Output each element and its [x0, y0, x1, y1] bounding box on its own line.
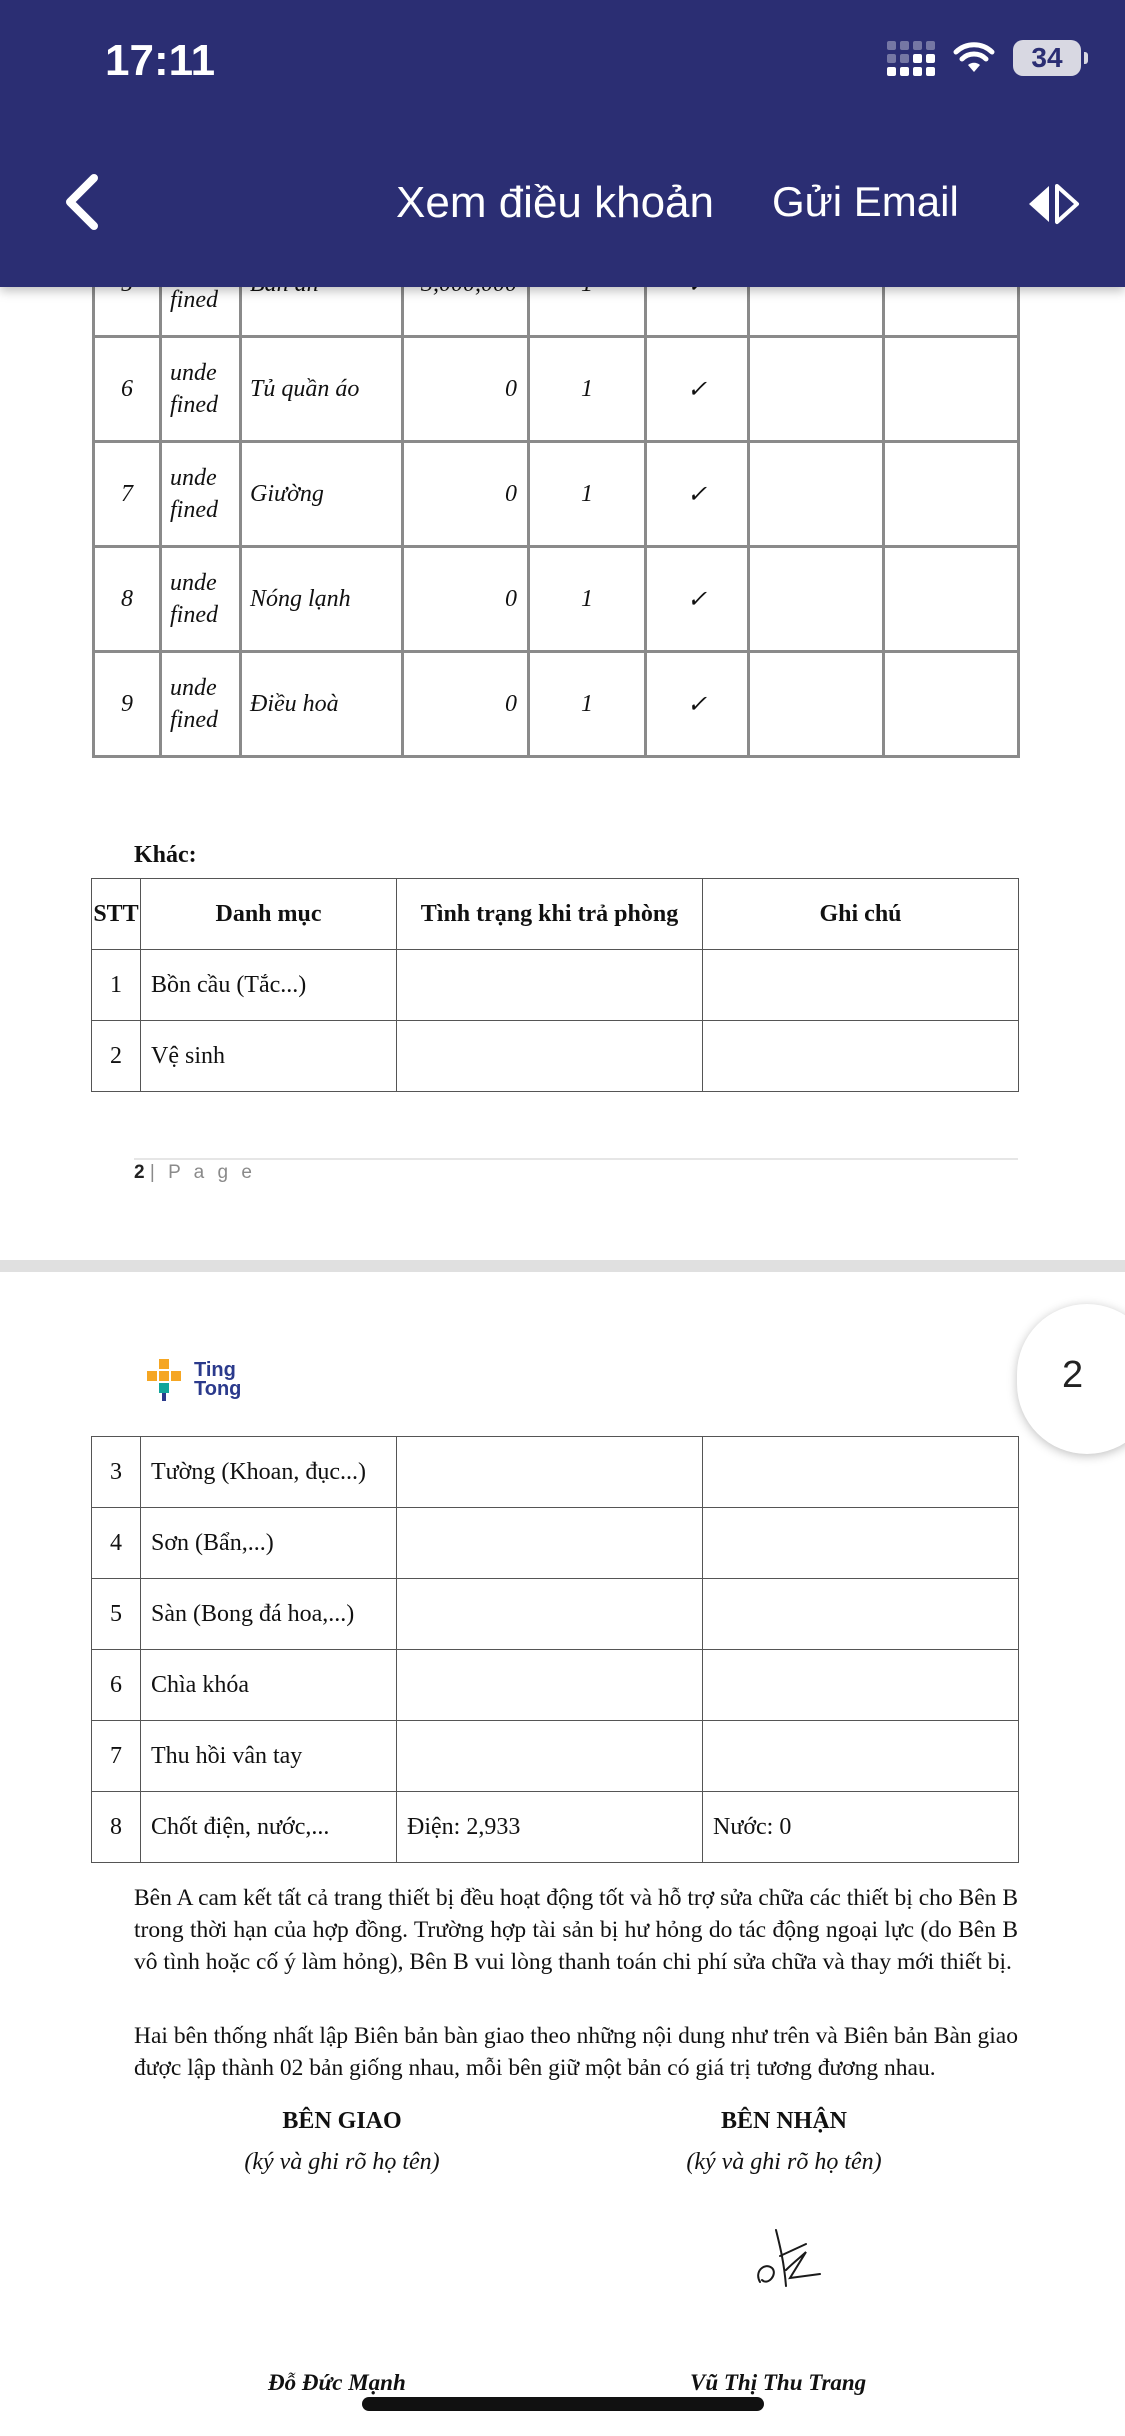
other-row: [92, 1508, 1019, 1579]
logo-line1: Ting: [194, 1359, 236, 1381]
other-row-note: [703, 1021, 1019, 1092]
equipment-row: [94, 337, 1019, 442]
logo-line2: Tong: [194, 1378, 242, 1400]
row-code: unde fined: [161, 547, 241, 652]
other-row-stt: 6: [92, 1650, 141, 1721]
row-check: ✓: [646, 337, 749, 442]
other-row-note: [703, 1437, 1019, 1508]
col-note: Ghi chú: [703, 879, 1019, 950]
tingtong-logo: [142, 1357, 241, 1403]
row-qty: 1: [529, 442, 646, 547]
other-row-stt: 8: [92, 1792, 141, 1863]
other-table-header: [92, 879, 1019, 950]
row-name: Giường: [241, 442, 403, 547]
row-price: 0: [403, 442, 529, 547]
row-empty-a: [749, 652, 884, 757]
logo-text: [194, 1361, 241, 1399]
receiver-title: BÊN NHẬN: [720, 2108, 847, 2134]
signature-block-receiver: [634, 2108, 934, 2176]
other-row-stt: 7: [92, 1721, 141, 1792]
send-email-button[interactable]: Gửi Email: [772, 178, 959, 225]
row-empty-a: [749, 547, 884, 652]
row-check: ✓: [646, 547, 749, 652]
other-table-page3: [91, 1436, 1019, 1863]
other-row-item: Sàn (Bong đá hoa,...): [141, 1579, 397, 1650]
other-row-stt: 3: [92, 1437, 141, 1508]
other-row: [92, 1021, 1019, 1092]
row-code: unde fined: [161, 337, 241, 442]
other-row-stt: 4: [92, 1508, 141, 1579]
other-row-status: [397, 1650, 703, 1721]
back-chevron-icon[interactable]: [58, 172, 110, 232]
giver-hint: (ký và ghi rõ họ tên): [244, 2149, 440, 2175]
row-qty: 1: [529, 547, 646, 652]
row-empty-b: [884, 442, 1019, 547]
other-row-item: Thu hồi vân tay: [141, 1721, 397, 1792]
page-number: 2: [134, 1162, 145, 1183]
other-row-status: [397, 1579, 703, 1650]
cellular-signal-icon: [887, 41, 935, 76]
receiver-hint: (ký và ghi rõ họ tên): [686, 2149, 882, 2175]
other-row-note: [703, 1508, 1019, 1579]
row-code: unde fined: [161, 442, 241, 547]
other-row: [92, 1579, 1019, 1650]
other-row-item: Vệ sinh: [141, 1021, 397, 1092]
row-price: 0: [403, 652, 529, 757]
prev-next-arrows-icon[interactable]: [1025, 182, 1081, 226]
other-row-status: Điện: 2,933: [397, 1792, 703, 1863]
other-row-item: Tường (Khoan, đục...): [141, 1437, 397, 1508]
row-name: Điều hoà: [241, 652, 403, 757]
other-row-note: [703, 950, 1019, 1021]
col-stt: STT: [92, 879, 141, 950]
other-row-note: Nước: 0: [703, 1792, 1019, 1863]
equipment-row: [94, 442, 1019, 547]
row-price: 0: [403, 547, 529, 652]
row-code: unde fined: [161, 652, 241, 757]
page-title: Xem điều khoản: [396, 178, 714, 227]
row-check: ✓: [646, 652, 749, 757]
other-heading: Khác:: [134, 842, 197, 868]
page-indicator-number: 2: [1062, 1354, 1084, 1396]
other-row-status: [397, 1721, 703, 1792]
tingtong-logo-icon: [142, 1357, 188, 1403]
equipment-row: [94, 652, 1019, 757]
row-name: Tủ quần áo: [241, 337, 403, 442]
page-footer-rule: [134, 1158, 1018, 1160]
other-row-note: [703, 1650, 1019, 1721]
row-qty: 1: [529, 337, 646, 442]
wifi-icon: [953, 42, 995, 74]
other-row: [92, 1650, 1019, 1721]
paragraph-commitment: Bên A cam kết tất cả trang thiết bị đều hoạt động tốt và hỗ trợ sửa chữa các thiết bị cho Bên B trong thời hạn của hợp đồng. Trường hợp tài sản bị hư hỏng do tác động ngoại lực (do Bên B vô tình hoặc cố ý làm hỏng), Bên B vui lòng thanh toán chi phí sửa chữa và thay mới thiết bị.: [134, 1885, 1018, 1975]
giver-name: Đỗ Đức Mạnh: [268, 2370, 406, 2395]
other-row-status: [397, 1508, 703, 1579]
paragraph-agreement: Hai bên thống nhất lập Biên bản bàn giao theo những nội dung như trên và Biên bản Bàn giao được lập thành 02 bản giống nhau, mỗi bên giữ một bản có giá trị tương đương nhau.: [134, 2023, 1018, 2081]
row-price: 0: [403, 337, 529, 442]
row-empty-b: [884, 652, 1019, 757]
row-name: Nóng lạnh: [241, 547, 403, 652]
row-qty: 1: [529, 652, 646, 757]
col-status: Tình trạng khi trả phòng: [397, 879, 703, 950]
other-row-item: Chìa khóa: [141, 1650, 397, 1721]
other-row-item: Chốt điện, nước,...: [141, 1792, 397, 1863]
other-row-item: Bồn cầu (Tắc...): [141, 950, 397, 1021]
other-row-item: Sơn (Bẩn,...): [141, 1508, 397, 1579]
page-separator: [0, 1260, 1125, 1272]
other-row: [92, 1721, 1019, 1792]
app-header: [0, 0, 1125, 287]
equipment-row: [94, 547, 1019, 652]
other-row-stt: 1: [92, 950, 141, 1021]
row-empty-b: [884, 547, 1019, 652]
signature-block-giver: [192, 2108, 492, 2176]
page-label: | P a g e: [149, 1162, 256, 1183]
other-table-page2: [91, 878, 1019, 1092]
status-icons: [887, 40, 1081, 76]
other-row: [92, 1792, 1019, 1863]
row-stt: 8: [94, 547, 161, 652]
other-row-status: [397, 1021, 703, 1092]
row-stt: 7: [94, 442, 161, 547]
row-code: fined: [161, 232, 241, 337]
page-footer: [134, 1162, 256, 1184]
row-stt: 9: [94, 652, 161, 757]
other-row-stt: 5: [92, 1579, 141, 1650]
row-empty-b: [884, 337, 1019, 442]
other-row: [92, 1437, 1019, 1508]
status-time: 17:11: [105, 36, 216, 85]
row-empty-a: [749, 442, 884, 547]
battery-icon: 34: [1013, 40, 1081, 76]
other-row-note: [703, 1721, 1019, 1792]
home-indicator[interactable]: [362, 2397, 764, 2411]
col-item: Danh mục: [141, 879, 397, 950]
receiver-name: Vũ Thị Thu Trang: [690, 2370, 867, 2395]
row-stt: 6: [94, 337, 161, 442]
other-row-stt: 2: [92, 1021, 141, 1092]
giver-title: BÊN GIAO: [282, 2108, 402, 2134]
other-row-status: [397, 950, 703, 1021]
other-row-note: [703, 1579, 1019, 1650]
other-row-status: [397, 1437, 703, 1508]
row-empty-a: [749, 337, 884, 442]
receiver-handwritten-signature: [750, 2222, 824, 2294]
row-check: ✓: [646, 442, 749, 547]
other-row: [92, 950, 1019, 1021]
equipment-table: [92, 230, 1020, 758]
